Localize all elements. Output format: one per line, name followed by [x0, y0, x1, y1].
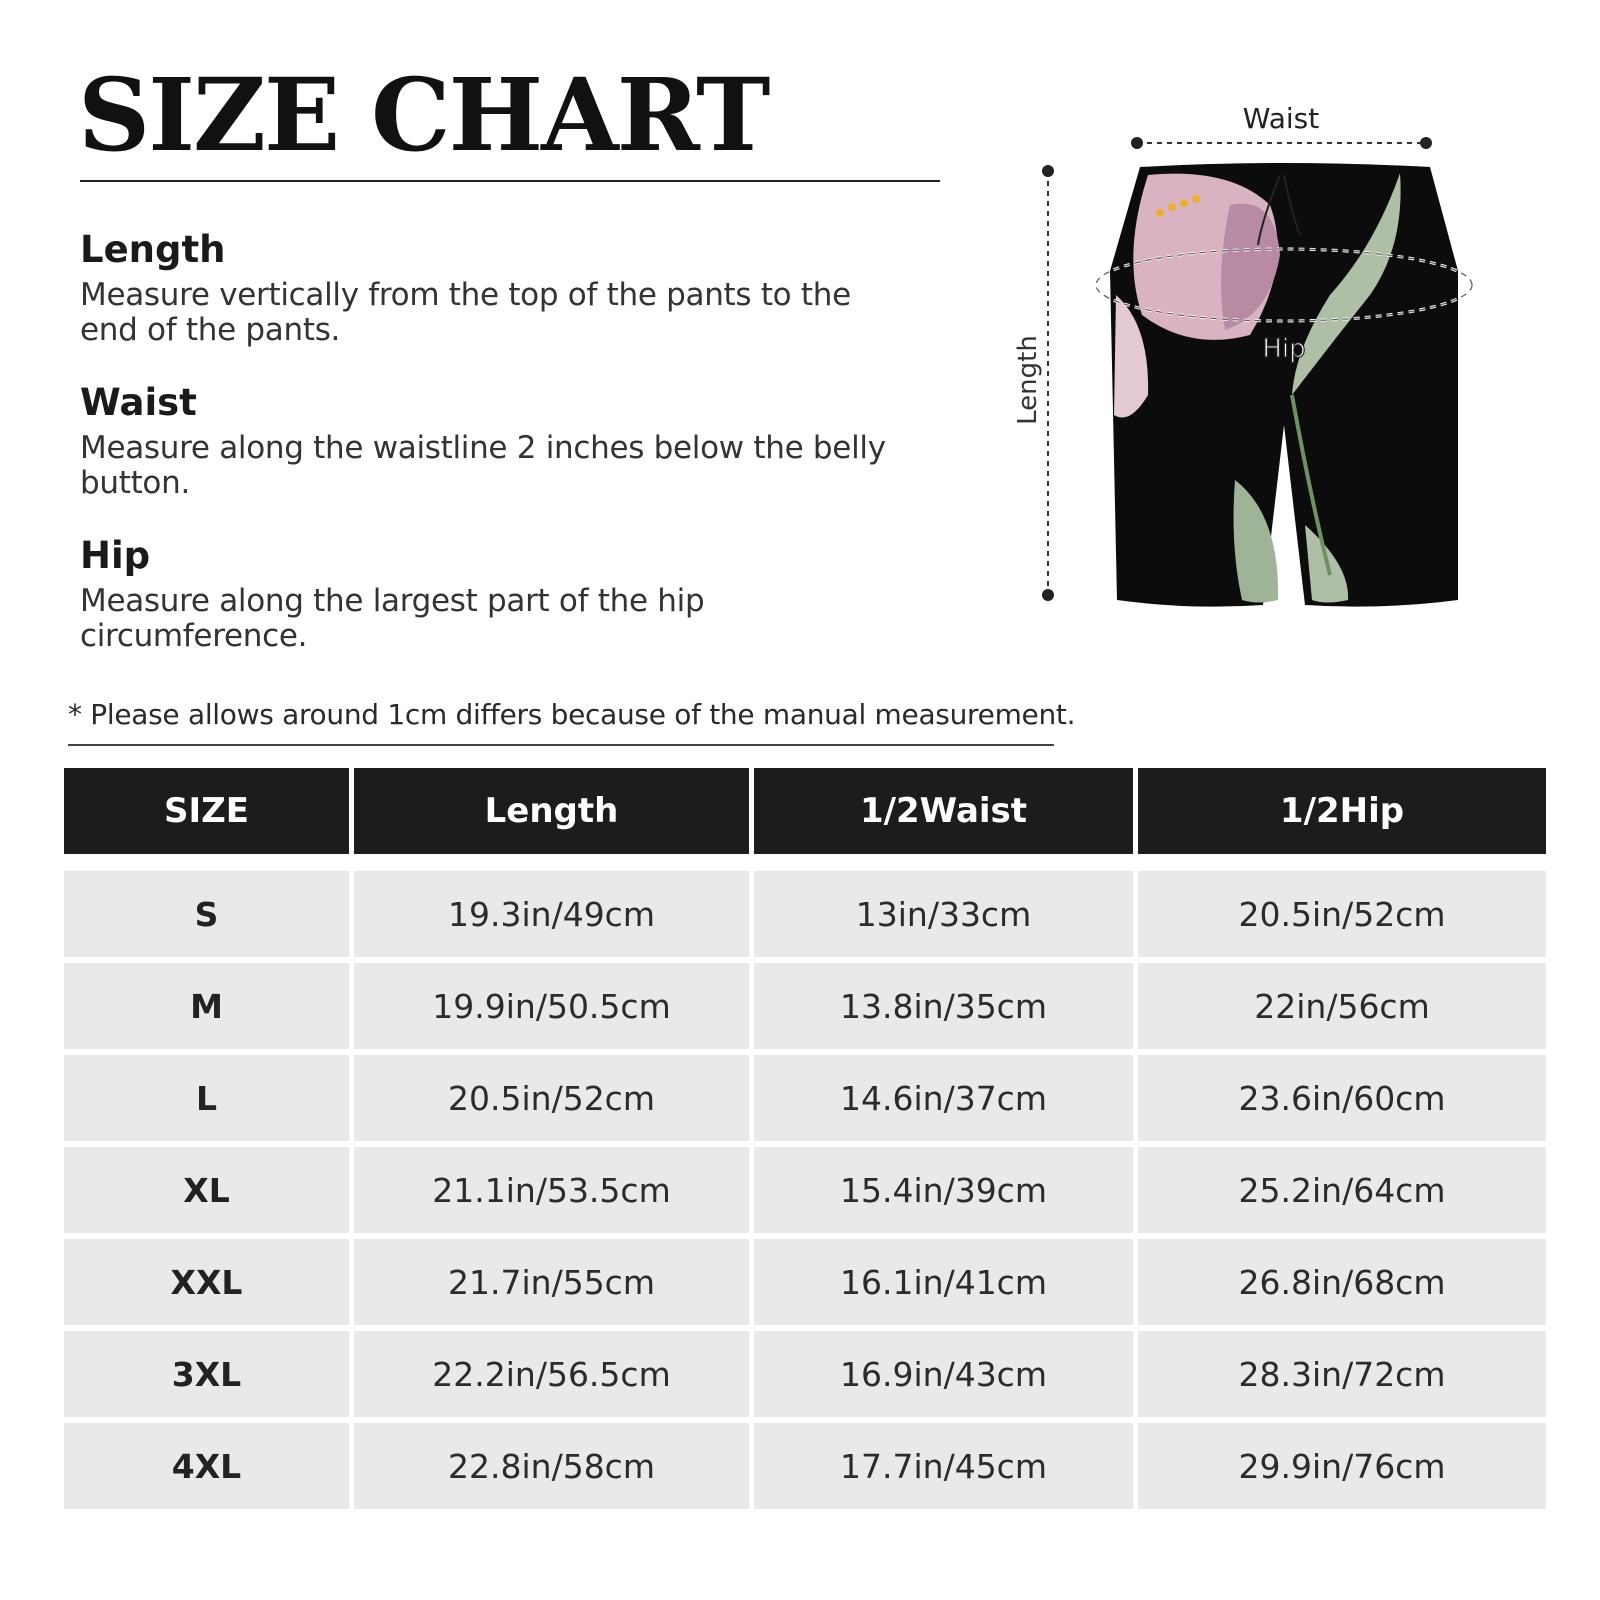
cell-half-hip: 28.3in/72cm: [1138, 1331, 1546, 1417]
cell-size: 3XL: [64, 1331, 349, 1417]
cell-length: 22.8in/58cm: [354, 1423, 749, 1509]
cell-size: M: [64, 963, 349, 1049]
hip-instruction: [80, 534, 900, 654]
waist-heading: Waist: [80, 381, 197, 424]
hip-description: Measure along the largest part of the hip circumference.: [80, 583, 705, 655]
length-description: Measure vertically from the top of the pants to the end of the pants.: [80, 277, 851, 349]
header-size: SIZE: [64, 768, 349, 854]
cell-half-hip: 20.5in/52cm: [1138, 871, 1546, 957]
cell-half-waist: 14.6in/37cm: [754, 1055, 1133, 1141]
waist-instruction: [80, 381, 900, 501]
cell-half-waist: 13.8in/35cm: [754, 963, 1133, 1049]
note-divider: [68, 744, 1054, 746]
cell-size: S: [64, 871, 349, 957]
cell-half-waist: 16.1in/41cm: [754, 1239, 1133, 1325]
cell-half-hip: 26.8in/68cm: [1138, 1239, 1546, 1325]
measurement-note: * Please allows around 1cm differs because of the manual measurement.: [68, 698, 1076, 731]
waist-diagram-label: Waist: [1242, 102, 1320, 135]
length-instruction: [80, 228, 900, 348]
cell-half-waist: 13in/33cm: [754, 871, 1133, 957]
cell-length: 20.5in/52cm: [354, 1055, 749, 1141]
cell-half-hip: 25.2in/64cm: [1138, 1147, 1546, 1233]
waist-description: Measure along the waistline 2 inches below the belly button.: [80, 430, 886, 502]
table-row: [64, 1239, 1546, 1325]
cell-half-hip: 23.6in/60cm: [1138, 1055, 1546, 1141]
header-half-hip: 1/2Hip: [1138, 768, 1546, 854]
page-title: SIZE CHART: [78, 56, 769, 174]
table-row: [64, 871, 1546, 957]
table-row: [64, 1331, 1546, 1417]
table-header-row: [64, 768, 1546, 854]
cell-half-waist: 17.7in/45cm: [754, 1423, 1133, 1509]
cell-size: XL: [64, 1147, 349, 1233]
cell-size: XXL: [64, 1239, 349, 1325]
flower-stamen: [1180, 199, 1188, 207]
hip-diagram-label: Hip: [1262, 334, 1306, 364]
length-diagram-label: Length: [1013, 335, 1043, 425]
cell-half-waist: 15.4in/39cm: [754, 1147, 1133, 1233]
shorts-measurement-diagram: [1013, 95, 1550, 650]
cell-size: L: [64, 1055, 349, 1141]
cell-length: 21.7in/55cm: [354, 1239, 749, 1325]
cell-size: 4XL: [64, 1423, 349, 1509]
table-row: [64, 963, 1546, 1049]
header-half-waist: 1/2Waist: [754, 768, 1133, 854]
cell-half-waist: 16.9in/43cm: [754, 1331, 1133, 1417]
cell-half-hip: 22in/56cm: [1138, 963, 1546, 1049]
header-length: Length: [354, 768, 749, 854]
cell-half-hip: 29.9in/76cm: [1138, 1423, 1546, 1509]
flower-stamen: [1192, 195, 1200, 203]
table-row: [64, 1423, 1546, 1509]
hip-heading: Hip: [80, 534, 151, 577]
table-row: [64, 1147, 1546, 1233]
title-divider: [80, 180, 940, 182]
flower-stamen: [1168, 203, 1176, 211]
cell-length: 21.1in/53.5cm: [354, 1147, 749, 1233]
length-endpoint-dot: [1042, 165, 1054, 177]
size-table: [64, 768, 1546, 1532]
cell-length: 19.3in/49cm: [354, 871, 749, 957]
table-row: [64, 1055, 1546, 1141]
waist-endpoint-dot: [1131, 137, 1143, 149]
cell-length: 19.9in/50.5cm: [354, 963, 749, 1049]
flower-stamen: [1156, 209, 1164, 217]
length-endpoint-dot: [1042, 589, 1054, 601]
cell-length: 22.2in/56.5cm: [354, 1331, 749, 1417]
length-heading: Length: [80, 228, 226, 271]
waist-endpoint-dot: [1420, 137, 1432, 149]
